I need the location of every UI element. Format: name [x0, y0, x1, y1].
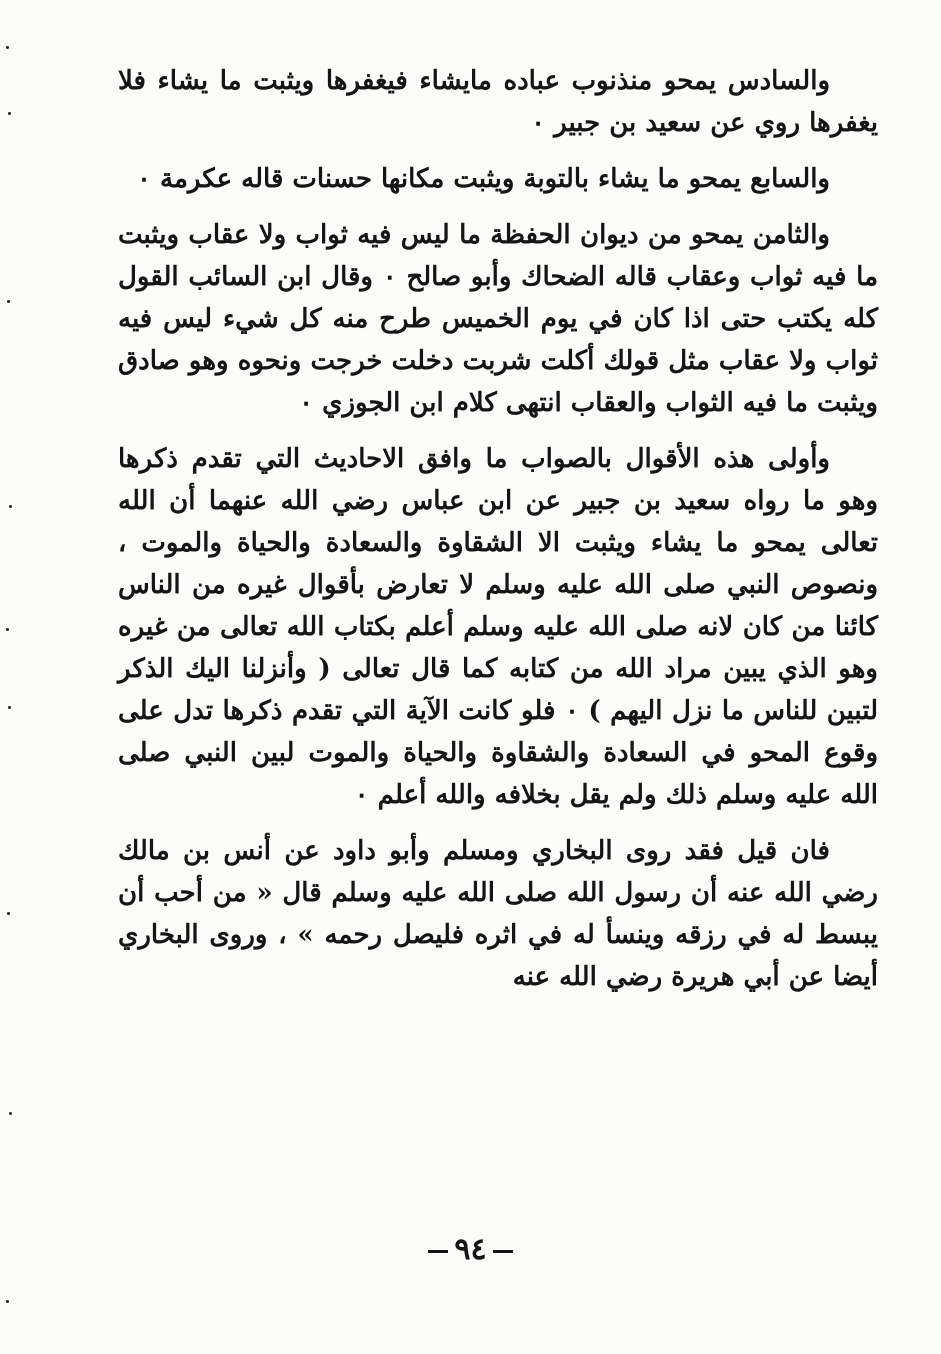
scan-mark — [6, 46, 9, 49]
dash-right — [493, 1250, 513, 1253]
scan-mark — [8, 706, 11, 709]
scan-mark — [6, 628, 9, 631]
scan-mark — [9, 505, 12, 508]
paragraph-preferred-opinion: وأولى هذه الأقوال بالصواب ما وافق الاحاديث التي تقدم ذكرها وهو ما رواه سعيد بن جبير عن ابن عباس رضي الله عنهما أن الله تعالى يمحو ما يشاء ويثبت الا الشقاوة والسعادة والحياة والموت ، ونصوص النبي صلى الله عليه وسلم لا تعارض بأقوال غيره من الناس كائنا من كان لانه صلى الله عليه وسلم أعلم بكتاب الله تعالى من غيره وهو الذي يبين مراد الله من كتابه كما قال تعالى ( وأنزلنا اليك الذكر لتبين للناس ما نزل اليهم ) ٠ فلو كانت الآية التي تقدم ذكرها تدل على وقوع المحو في السعادة والشقاوة والحياة والموت لبين النبي صلى الله عليه وسلم ذلك ولم يقل بخلافه والله أعلم ٠ — [118, 444, 879, 810]
page-number-footer — [0, 1232, 941, 1267]
dash-left — [428, 1250, 448, 1253]
paragraph-eighth-saying: والثامن يمحو من ديوان الحفظة ما ليس فيه ثواب ولا عقاب ويثبت ما فيه ثواب وعقاب قاله الضحاك وأبو صالح ٠ وقال ابن السائب القول كله يكتب حتى اذا كان في يوم الخميس طرح منه كل شيء ليس فيه ثواب ولا عقاب مثل قولك أكلت شربت دخلت خرجت ونحوه وهو صادق ويثبت ما فيه الثواب والعقاب انتهى كلام ابن الجوزي ٠ — [118, 220, 879, 418]
body-text — [118, 60, 878, 1012]
scan-mark — [7, 300, 10, 303]
scan-mark — [8, 112, 11, 115]
scan-mark — [7, 912, 10, 915]
paragraph-sixth-saying: والسادس يمحو منذنوب عباده مايشاء فيغفرها ويثبت ما يشاء فلا يغفرها روي عن سعيد بن جبير ٠ — [118, 66, 878, 138]
page-number: ٩٤ — [454, 1232, 487, 1267]
scan-mark — [9, 1112, 12, 1115]
paragraph-objection: فان قيل فقد روى البخاري ومسلم وأبو داود عن أنس بن مالك رضي الله عنه أن رسول الله صلى الله عليه وسلم قال « من أحب أن يبسط له في رزقه وينسأ له في اثره فليصل رحمه » ، وروى البخاري أيضا عن أبي هريرة رضي الله عنه — [118, 836, 878, 992]
paragraph-seventh-saying: والسابع يمحو ما يشاء بالتوبة ويثبت مكانها حسنات قاله عكرمة ٠ — [137, 164, 830, 194]
scan-mark — [6, 1300, 9, 1303]
